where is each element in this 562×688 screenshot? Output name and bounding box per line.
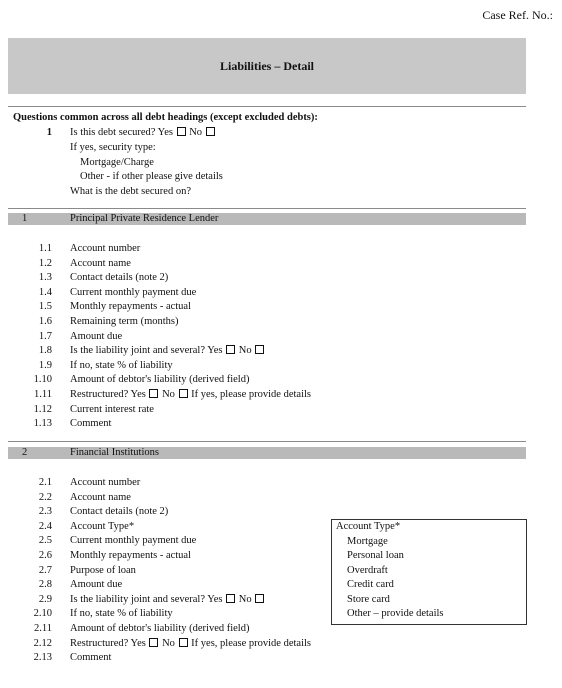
item-text: Purpose of loan: [70, 564, 136, 576]
item-number: 1.9: [38, 359, 52, 371]
item-number: 1.3: [38, 272, 52, 284]
no-checkbox[interactable]: [179, 389, 188, 398]
common-q-secured: Is this debt secured? Yes No: [70, 127, 216, 138]
common-questions-heading: Questions common across all debt headings (except excluded debts):: [13, 112, 318, 123]
item-text: Amount of debtor's liability (derived field): [70, 623, 250, 634]
item-number: 2.11: [34, 623, 52, 634]
item-number: 2.5: [38, 535, 52, 547]
item-number: 2.13: [33, 652, 52, 664]
item-number: 1.6: [38, 316, 52, 327]
yes-checkbox[interactable]: [226, 345, 235, 354]
item-text: Remaining term (months): [70, 316, 179, 327]
item-number: 2.9: [38, 593, 52, 605]
yes-checkbox[interactable]: [177, 127, 186, 136]
item-number: 2.12: [33, 637, 52, 649]
item-number: 2.4: [38, 520, 52, 532]
common-q-secured-on: What is the debt secured on?: [70, 186, 191, 197]
item-text: Account name: [70, 491, 131, 503]
section-1-number: 1: [22, 213, 28, 224]
item-text: Restructured? Yes No If yes, please provide details: [70, 389, 312, 400]
common-q-other: Other - if other please give details: [80, 171, 223, 182]
no-checkbox[interactable]: [255, 345, 264, 354]
account-type-option: Overdraft: [347, 564, 388, 576]
item-text: Is the liability joint and several? Yes No: [70, 345, 265, 356]
account-type-option: Credit card: [347, 579, 394, 591]
item-text: Account name: [70, 257, 131, 269]
page-title: Liabilities – Detail: [220, 58, 314, 73]
no-checkbox[interactable]: [179, 638, 188, 647]
divider: [8, 441, 526, 442]
case-ref-label: Case Ref. No.:: [482, 8, 553, 22]
title-band: [8, 38, 526, 94]
section-2-title: Financial Institutions: [70, 447, 159, 458]
item-text: Account number: [70, 477, 141, 488]
no-checkbox[interactable]: [255, 594, 264, 603]
item-number: 1.4: [38, 286, 52, 298]
item-text: Current monthly payment due: [70, 286, 197, 298]
item-text: Comment: [70, 652, 112, 664]
account-type-option: Other – provide details: [347, 608, 444, 619]
item-text: Amount due: [70, 330, 123, 342]
section-1-band: [8, 213, 526, 225]
item-text: If no, state % of liability: [70, 608, 173, 620]
item-number: 2.3: [38, 506, 52, 518]
item-number: 2.1: [38, 477, 52, 488]
item-text: Comment: [70, 418, 112, 430]
item-text: Account Type*: [70, 520, 135, 532]
common-q-security-type: If yes, security type:: [70, 142, 156, 153]
item-text: Restructured? Yes No If yes, please provide details: [70, 637, 312, 649]
section-2-band: [8, 447, 526, 459]
divider: [8, 106, 526, 107]
item-number: 2.10: [33, 608, 52, 620]
account-type-option: Mortgage: [347, 536, 388, 547]
item-number: 1.10: [33, 374, 52, 386]
yes-checkbox[interactable]: [149, 638, 158, 647]
item-text: Contact details (note 2): [70, 506, 169, 518]
item-number: 2.7: [38, 564, 52, 576]
item-text: Amount due: [70, 579, 123, 591]
item-number: 1.13: [33, 418, 52, 430]
item-number: 1.8: [38, 345, 52, 357]
common-q-mortgage: Mortgage/Charge: [80, 157, 154, 168]
account-type-option: Store card: [347, 593, 390, 605]
yes-checkbox[interactable]: [149, 389, 158, 398]
item-number: 1.2: [38, 257, 52, 269]
item-number: 2.6: [38, 550, 52, 561]
common-question-number: 1: [46, 127, 52, 138]
item-text: Account number: [70, 243, 141, 254]
item-text: Amount of debtor's liability (derived field): [70, 374, 250, 386]
no-checkbox[interactable]: [206, 127, 215, 136]
section-1-title: Principal Private Residence Lender: [70, 213, 219, 224]
item-text: Monthly repayments - actual: [70, 550, 192, 561]
section-2-number: 2: [22, 447, 28, 458]
item-number: 1.1: [38, 243, 52, 254]
divider: [8, 208, 526, 209]
account-type-option: Personal loan: [347, 550, 404, 562]
item-text: Current monthly payment due: [70, 535, 197, 547]
item-number: 1.7: [38, 330, 52, 342]
item-number: 1.5: [38, 301, 52, 313]
item-number: 1.12: [33, 403, 52, 415]
item-number: 1.11: [34, 389, 52, 400]
account-type-box: [331, 519, 527, 625]
item-number: 2.8: [38, 579, 52, 591]
account-type-heading: Account Type*: [336, 521, 401, 532]
item-text: Contact details (note 2): [70, 272, 169, 284]
item-number: 2.2: [38, 491, 52, 503]
item-text: If no, state % of liability: [70, 359, 173, 371]
item-text: Current interest rate: [70, 403, 154, 415]
yes-checkbox[interactable]: [226, 594, 235, 603]
item-text: Monthly repayments - actual: [70, 301, 192, 313]
item-text: Is the liability joint and several? Yes No: [70, 594, 265, 605]
